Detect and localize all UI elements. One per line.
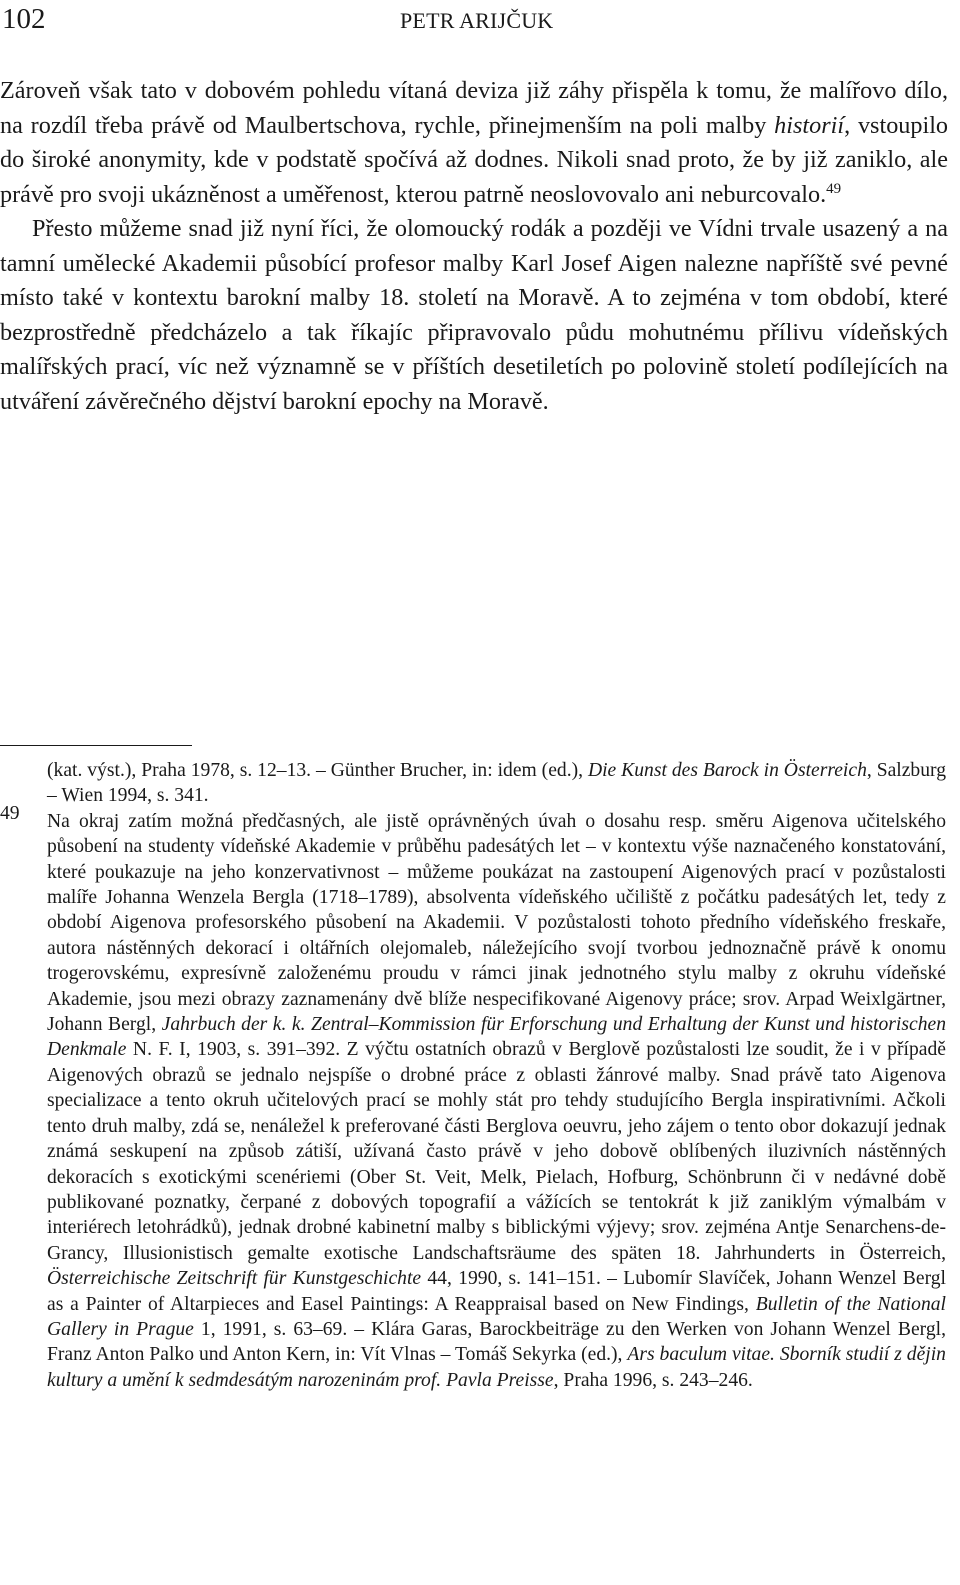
footnote-continued-c: , Salzburg – Wien 1994, s. 341. (47, 760, 946, 807)
footnote-49-s5: , Praha 1996, s. 243–246. (553, 1369, 753, 1391)
paragraph-2: Přesto můžeme snad již nyní říci, že olomoucký rodák a později ve Vídni trvale usazený a na tamní umělecké Akademii působící profesor malby Karl Josef Aigen nalezne napříště své pevné místo také v kontextu barokní malby 18. století na Moravě. A to zejména v tom období, které bezprostředně předcházelo a tak říkajíc připravovalo půdu mohutnému přílivu vídeňských malířských prací, víc než významně se v příštích desetiletích po polovině století podílejících na utváření závěrečného dějství barokní epochy na Moravě. (0, 215, 948, 415)
footnote-49-i2: Österreichische Zeitschrift für Kunstgeschichte (47, 1268, 422, 1290)
footnote-49-text (47, 809, 946, 1393)
footnote-49-number: 49 (0, 802, 20, 824)
footnote-49-s4: 1, 1991, s. 63–69. – Klára Garas, Barockbeiträge zu den Werken von Johann Wenzel Bergl, Franz Anton Palko und Anton Kern, in: Vít Vlnas – Tomáš Sekyrka (ed.), (47, 1318, 946, 1366)
paragraph-1-text-c: , vstoupilo do široké anonymity, kde v podstatě spočívá až dodnes. Nikoli snad proto, že by již zaniklo, ale právě pro svoji ukázněnost a uměřenost, kterou patrně neoslovovalo ani neburcovalo. (0, 111, 949, 208)
footnote-separator (0, 745, 192, 746)
footnote-49-i3: Bulletin of the National Gallery in Prague (47, 1293, 946, 1340)
footnote-continued-text (47, 758, 946, 809)
footnote-49-i1: Jahrbuch der k. k. Zentral–Kommission für Erforschung und Erhaltung der Kunst und historischen Denkmale (47, 1014, 946, 1061)
footnote-49 (0, 802, 946, 1393)
footnote-continued-italic: Die Kunst des Barock in Österreich (587, 760, 867, 781)
paragraph-1 (0, 74, 948, 212)
footnote-reference-49[interactable]: 49 (826, 180, 842, 197)
footnote-49-i4: Ars baculum vitae. Sborník studií z dějin kultury a umění k sedmdesátým narozeninám prof. Pavla Preisse (47, 1344, 946, 1391)
footnote-49-s1: Na okraj zatím možná předčasných, ale jistě oprávněných úvah o dosahu resp. směru Aigenova učitelského působení na studenty vídeňské Akademie v průběhu padesátých let – v kontextu výše naznačeného konstatování, které poukazuje na jeho konzervativnost – můžeme poukázat na zastoupení Aigenových prací v pozůstalosti malíře Johanna Wenzela Bergla (1718–1789), absolventa vídeňského učiliště z počátku padesátých let, tedy z období Aigenova profesorského působení na Akademii. V pozůstalosti tohoto předního vídeňského freskaře, autora nástěnných dekorací i oltářních olejomaleb, náležejícího svojí tvorbou jednoznačně právě k onomu trogerovskému, expresívně založenému proudu v rámci jinak jednotného stylu malby z okruhu vídeňské Akademie, jsou mezi obrazy zaznamenány dvě blíže nespecifikované Aigenovy práce; srov. Arpad Weixlgärtner, Johann Bergl, (47, 810, 946, 1036)
running-head: PETR ARIJČUK (400, 8, 554, 33)
paragraph-1-text-a: Zároveň však tato v dobovém pohledu vítaná deviza již záhy přispěla k tomu, že malířovo dílo, na rozdíl třeba právě od Maulbertschova, rychle, přinejmenším na poli malby (0, 77, 948, 139)
footnote-continued (0, 758, 946, 809)
body-text (0, 74, 948, 419)
footnote-continued-a: (kat. výst.), Praha 1978, s. 12–13. – Günther Brucher, in: idem (ed.), (47, 760, 588, 781)
paragraph-1-italic: historií (774, 111, 845, 139)
page-number: 102 (2, 3, 46, 35)
footnote-49-s3: 44, 1990, s. 141–151. – Lubomír Slavíček, Johann Wenzel Bergl as a Painter of Altarpieces and Easel Paintings: A Reappraisal based on New Findings, (47, 1268, 946, 1315)
footnotes (0, 758, 946, 1393)
footnote-49-s2: N. F. I, 1903, s. 391–392. Z výčtu ostatních obrazů v Berglově pozůstalosti lze soudit, že i v případě Aigenových obrazů se jednalo nejspíše o drobné práce z oblasti žánrové malby. Snad právě tato Aigenova specializace a tento okruh učitelových prací se mohly stát pro tehdy studujícího Bergla inspirativními. Ačkoli tento druh malby, zdá se, nenáležel k preferované části Berglova oeuvru, jeho zájem o tento obor dokazují jednak známá seskupení na způsob zátiší, užívaná často právě v jeho dobově oblíbených iluzivních nástěnných dekoracích s exotickými scenériemi (Ober St. Veit, Melk, Pielach, Hofburg, Schönbrunn či v nedávné době publikované poznatky, čerpané z dobových topografií a vážících se tentokrát k již zaniklým výmalbám v interiérech letohrádků), jednak drobné kabinetní malby s biblickými výjevy; srov. zejména Antje Senarchens-de-Grancy, Illusionistisch gemalte exotische Landschaftsräume des späten 18. Jahrhunderts in Österreich, (47, 1039, 946, 1264)
